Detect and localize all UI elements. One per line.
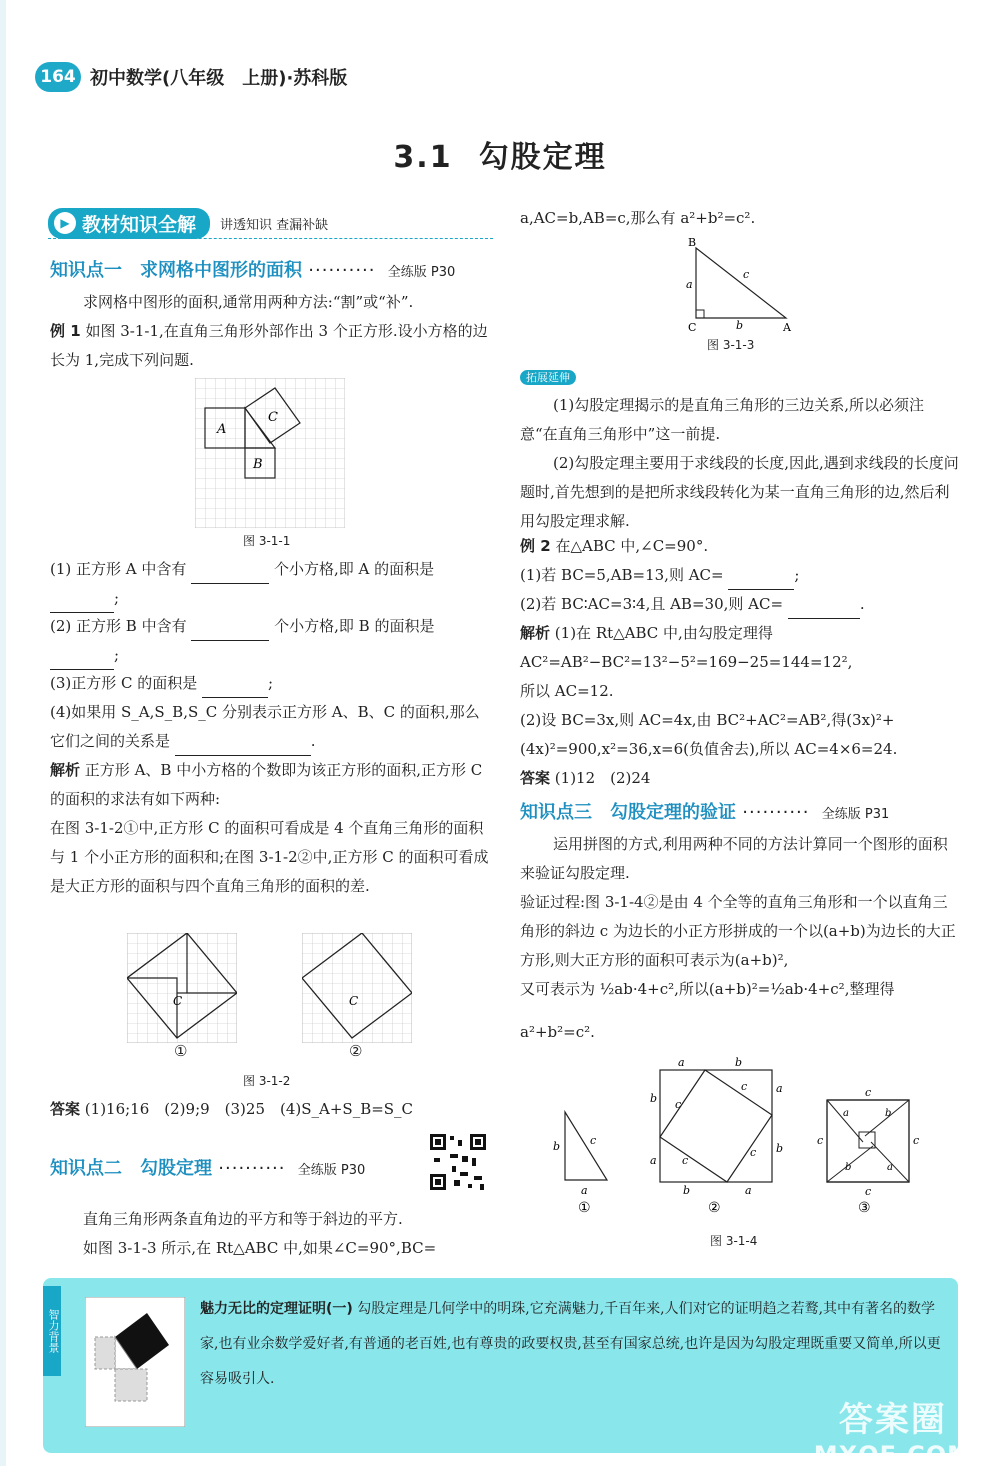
fig4-big-square (650, 1056, 783, 1216)
q2-part-a: (2) 正方形 B 中含有 (50, 617, 187, 635)
kp1-analysis-1: 正方形 A、B 中小方格的个数即为该正方形的面积,正方形 C 的面积的求法有如下两种: (50, 761, 483, 808)
fig-3-1-4-caption: 图 3-1-4 (710, 1234, 758, 1248)
q2-part-b: 个小方格,即 B 的面积是 (274, 617, 435, 635)
svg-text:b: b (553, 1140, 561, 1153)
question-3: (3)正方形 C 的面积是 ; (50, 669, 490, 698)
tip-body: 勾股定理是几何学中的明珠,它充满魅力,千百年来,人们对它的证明趋之若鹜,其中有著名的数学家,也有业余数学爱好者,有普通的老百姓,也有尊贵的政要权贵,甚至有国家总统,也许是因为勾股定理既重要又简单,所以更容易吸引人. (200, 1301, 941, 1387)
tip-tab: 智力背景 (43, 1286, 61, 1376)
question-2: (2) 正方形 B 中含有 个小方格,即 B 的面积是 ; (50, 612, 490, 670)
svg-text:b: b (845, 1162, 852, 1173)
extension-p2: (2)勾股定理主要用于求线段的长度,因此,遇到求线段的长度问题时,首先想到的是把所求线段转化为某一直角三角形的边,然后利用勾股定理求解. (520, 454, 959, 530)
kp1-answer (50, 1095, 490, 1124)
svg-text:③: ③ (858, 1200, 871, 1216)
ex2-q1-text: (1)若 BC=5,AB=13,则 AC= (520, 566, 724, 584)
kp3-heading (520, 798, 960, 824)
ex2-answer (520, 764, 960, 793)
kp1-leader: ·········· (308, 260, 376, 281)
extension-p1: (1)勾股定理揭示的是直角三角形的三边关系,所以必须注意“在直角三角形中”这一前提. (520, 396, 925, 443)
kp3-title: 知识点三 勾股定理的验证 (520, 802, 736, 823)
kp3-ref: 全练版 P31 (821, 807, 890, 822)
svg-text:c: c (817, 1134, 824, 1147)
banner-pill (48, 208, 210, 239)
svg-text:A: A (783, 321, 791, 334)
figure-3-1-1 (195, 378, 345, 528)
svg-text:a: a (650, 1154, 657, 1167)
svg-text:a: a (887, 1162, 893, 1173)
question-1: (1) 正方形 A 中含有 个小方格,即 A 的面积是 ; (50, 555, 490, 613)
page-edge-strip (0, 0, 6, 1466)
kp2-right-top: a,AC=b,AB=c,那么有 a²+b²=c². (520, 209, 756, 227)
fig-3-1-3-caption: 图 3-1-3 (707, 338, 755, 352)
svg-text:b: b (735, 1056, 743, 1069)
banner-label: 教材知识全解 (82, 213, 197, 236)
page-number: 164 (35, 62, 81, 92)
example-2 (520, 532, 960, 561)
svg-text:②: ② (708, 1200, 721, 1216)
svg-text:b: b (650, 1092, 658, 1105)
book-title: 初中数学(八年级 上册)·苏科版 (90, 68, 348, 89)
svg-text:b: b (885, 1108, 892, 1119)
kp1-title: 知识点一 求网格中图形的面积 (50, 260, 302, 281)
svg-text:a: a (843, 1108, 849, 1119)
kp1-answer-text: (1)16;16 (2)9;9 (3)25 (4)S_A+S_B=S_C (84, 1100, 414, 1118)
banner (48, 208, 328, 238)
q2-blank-1[interactable] (191, 624, 269, 641)
kp3-leader: ·········· (742, 802, 810, 823)
ex2-q2-blank[interactable] (788, 602, 860, 619)
svg-text:b: b (683, 1184, 691, 1197)
extension-tag (520, 366, 576, 385)
svg-text:b: b (776, 1142, 784, 1155)
ex2-analysis-2: (2)设 BC=3x,则 AC=4x,由 BC²+AC²=AB²,得(3x)²+(4x)²=900,x²=36,x=6(负值舍去),所以 AC=4×6=24. (520, 711, 898, 758)
fig4-triangle (553, 1112, 607, 1216)
q1-part-a: (1) 正方形 A 中含有 (50, 560, 187, 578)
svg-text:B: B (688, 236, 697, 249)
speaker-icon: ▶ (54, 212, 76, 234)
ex2-answer-text: (1)12 (2)24 (554, 769, 651, 787)
section-title (0, 132, 1000, 176)
ex2-analysis-1: (1)在 Rt△ABC 中,由勾股定理得 AC²=AB²−BC²=13²−5²=169−25=144=12², (520, 624, 853, 671)
svg-text:c: c (865, 1086, 872, 1099)
kp2-continued: 如图 3-1-3 所示,在 Rt△ABC 中,如果∠C=90°,BC= (83, 1239, 437, 1257)
kp3-p1: 运用拼图的方式,利用两种不同的方法计算同一个图形的面积来验证勾股定理. (520, 835, 948, 882)
fig2-mark-2: ② (349, 1042, 363, 1060)
kp3-p2: 验证过程:图 3-1-4②是由 4 个全等的直角三角形和一个以直角三角形的斜边 c 为边长的小正方形拼成的一个以(a+b)为边长的大正方形,则大正方形的面积可表示为(a+b)², (520, 893, 956, 969)
ex2-q2-text: (2)若 BC∶AC=3∶4,且 AB=30,则 AC= (520, 595, 784, 613)
example-2-label: 例 2 (520, 537, 551, 555)
label-a: A (217, 422, 227, 437)
figure-3-1-4 (545, 1052, 925, 1222)
kp2-statement: 直角三角形两条直角边的平方和等于斜边的平方. (83, 1210, 403, 1228)
svg-text:c: c (675, 1098, 682, 1111)
svg-text:b: b (736, 319, 744, 332)
watermark-line2: MXQE.COM (813, 1441, 972, 1469)
svg-text:a: a (581, 1184, 588, 1197)
svg-text:①: ① (578, 1200, 591, 1216)
q1-blank-1[interactable] (191, 567, 269, 584)
kp1-analysis-label: 解析 (50, 761, 81, 779)
ex2-q1-blank[interactable] (728, 573, 794, 590)
pythagoras-squares-icon (85, 1297, 185, 1427)
q3-blank[interactable] (202, 681, 268, 698)
figure-3-1-2-b (302, 933, 412, 1043)
svg-text:a: a (686, 278, 693, 291)
example-1-label: 例 1 (50, 322, 81, 340)
svg-text:c: c (865, 1185, 872, 1198)
ex2-answer-label: 答案 (520, 769, 551, 787)
svg-text:c: c (743, 268, 750, 281)
ex2-analysis (520, 619, 960, 677)
kp2-heading (50, 1154, 420, 1180)
example-1-text: 如图 3-1-1,在直角三角形外部作出 3 个正方形.设小方格的边长为 1,完成下列问题. (50, 322, 488, 369)
kp3-p4: a²+b²=c². (520, 1023, 595, 1041)
watermark (814, 1392, 972, 1469)
q3-text: (3)正方形 C 的面积是 (50, 674, 198, 692)
q4-text: (4)如果用 S_A,S_B,S_C 分别表示正方形 A、B、C 的面积,那么它们之间的关系是 (50, 703, 480, 750)
fig4-tilted-square (817, 1086, 919, 1216)
section-name: 勾股定理 (478, 140, 607, 175)
kp2-ref: 全练版 P30 (297, 1163, 366, 1178)
ex2-analysis-1b: 所以 AC=12. (520, 682, 614, 700)
ex2-analysis-label: 解析 (520, 624, 551, 642)
kp1-ref: 全练版 P30 (387, 265, 456, 280)
svg-text:c: c (913, 1134, 920, 1147)
q4-blank[interactable] (175, 739, 311, 756)
svg-text:a: a (745, 1184, 752, 1197)
q2-blank-2[interactable] (50, 653, 114, 670)
question-4: (4)如果用 S_A,S_B,S_C 分别表示正方形 A、B、C 的面积,那么它们之间的关系是 . (50, 698, 490, 756)
example-2-text: 在△ABC 中,∠C=90°. (555, 537, 709, 555)
fig2-b-label: C (349, 994, 359, 1008)
qr-code-icon[interactable] (428, 1132, 488, 1192)
fig-3-1-2-caption: 图 3-1-2 (243, 1074, 291, 1088)
kp2-title: 知识点二 勾股定理 (50, 1158, 212, 1179)
kp2-leader: ·········· (218, 1158, 286, 1179)
fig-3-1-1-caption: 图 3-1-1 (243, 534, 291, 548)
label-c: C (268, 410, 278, 425)
extension-tag-label: 拓展延伸 (520, 370, 576, 385)
svg-text:c: c (682, 1154, 689, 1167)
banner-subtitle: 讲透知识 查漏补缺 (220, 217, 329, 233)
kp1-analysis-2: 在图 3-1-2①中,正方形 C 的面积可看成是 4 个直角三角形的面积与 1 个小正方形的面积和;在图 3-1-2②中,正方形 C 的面积可看成是大正方形的面积与四个直角三角形的面积的差. (50, 819, 489, 895)
watermark-line1: 答案圈 (838, 1400, 947, 1440)
q1-part-b: 个小方格,即 A 的面积是 (273, 560, 435, 578)
kp3-p3: 又可表示为 ½ab·4+c²,所以(a+b)²=½ab·4+c²,整理得 (520, 980, 895, 998)
fig2-mark-1: ① (174, 1042, 188, 1060)
q1-blank-2[interactable] (50, 596, 114, 613)
figure-3-1-3 (680, 236, 800, 336)
svg-text:c: c (590, 1134, 597, 1147)
kp1-intro: 求网格中图形的面积,通常用两种方法:“割”或“补”. (83, 293, 414, 311)
kp1-heading (50, 256, 500, 282)
example-1 (50, 317, 490, 375)
svg-text:c: c (741, 1080, 748, 1093)
ex2-question-2: (2)若 BC∶AC=3∶4,且 AB=30,则 AC= . (520, 590, 960, 619)
kp1-answer-label: 答案 (50, 1100, 81, 1118)
svg-text:a: a (776, 1082, 783, 1095)
tip-title: 魅力无比的定理证明(一) (200, 1301, 353, 1317)
section-number: 3.1 (393, 140, 453, 175)
fig2-a-label: C (173, 994, 183, 1008)
kp1-analysis (50, 756, 490, 814)
svg-text:C: C (688, 321, 697, 334)
label-b: B (253, 457, 263, 472)
svg-text:a: a (678, 1056, 685, 1069)
ex2-question-1: (1)若 BC=5,AB=13,则 AC= ; (520, 561, 960, 590)
banner-divider (48, 238, 493, 239)
svg-text:c: c (750, 1146, 757, 1159)
figure-3-1-2-a (127, 933, 237, 1043)
tip-text (200, 1292, 945, 1397)
